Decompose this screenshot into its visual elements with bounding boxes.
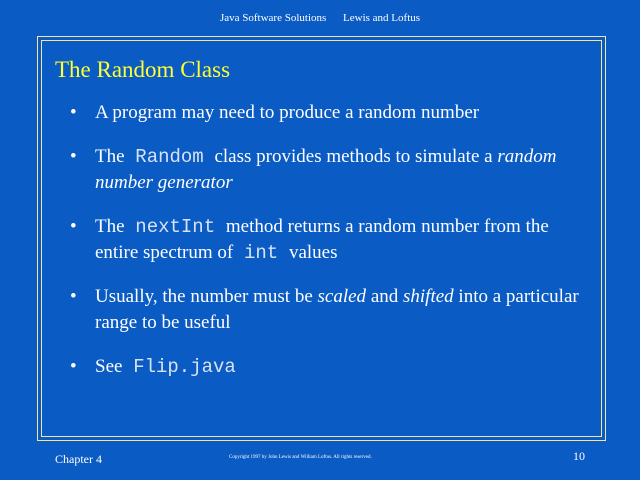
bullet-item [66, 354, 586, 380]
bullet-icon: • [70, 356, 77, 377]
bullet-icon: • [70, 216, 77, 237]
emphasis-text: random number generator [95, 146, 557, 193]
bullet-text: values [288, 242, 338, 263]
bullet-icon: • [70, 146, 77, 167]
bullet-text: and [370, 286, 399, 307]
emphasis-shifted: shifted [403, 286, 454, 307]
bullet-text: into a particular range to be useful [95, 286, 579, 333]
bullet-text: class provides methods to simulate a [214, 146, 493, 167]
bullet-item [66, 144, 586, 196]
bullet-text: The [95, 216, 125, 237]
code-flip-java: Flip.java [133, 356, 236, 378]
bullet-icon: • [70, 102, 77, 123]
bullet-list [66, 100, 586, 398]
bullet-item [66, 214, 586, 266]
copyright-notice: Copyright 1997 by John Lewis and William Loftus. All rights reserved. [229, 455, 372, 460]
bullet-text: A program may need to produce a random number [95, 102, 480, 123]
slide-title: The Random Class [55, 57, 231, 82]
page-number: 10 [573, 449, 585, 463]
bullet-text: The [95, 146, 125, 167]
bullet-text: method returns a random number from the entire spectrum of [95, 216, 549, 263]
chapter-label: Chapter 4 [55, 452, 102, 466]
code-random: Random [135, 146, 204, 168]
authors: Lewis and Loftus [343, 12, 421, 24]
bullet-item [66, 284, 586, 336]
bullet-text: Usually, the number must be [95, 286, 313, 307]
slide-header [0, 12, 640, 24]
book-title: Java Software Solutions [219, 12, 327, 24]
bullet-icon: • [70, 286, 77, 307]
bullet-item [66, 100, 586, 126]
bullet-text: See [95, 356, 123, 377]
code-nextint: nextInt [135, 216, 216, 238]
emphasis-scaled: scaled [317, 286, 367, 307]
code-int: int [243, 242, 279, 264]
